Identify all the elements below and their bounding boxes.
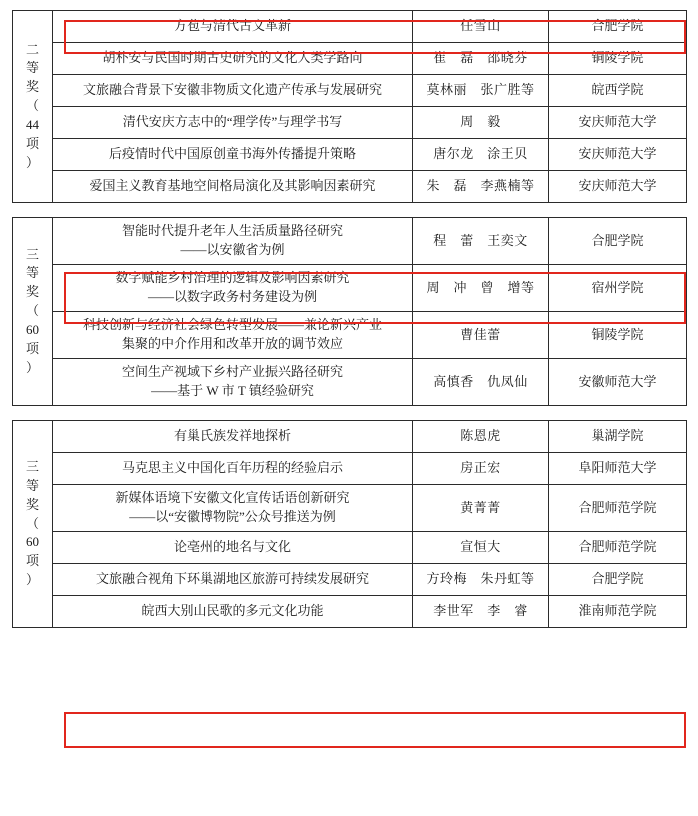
author-cell: 李世军 李 睿	[413, 596, 549, 628]
rank-line: 二	[25, 41, 39, 57]
paper-title	[53, 11, 413, 43]
table-row	[13, 532, 687, 564]
paper-title	[53, 421, 413, 453]
table-row	[13, 564, 687, 596]
paper-title	[53, 359, 413, 406]
organization-cell: 阜阳师范大学	[549, 453, 687, 485]
title-line-2: ——以“安徽博物院”公众号推送为例	[129, 509, 336, 524]
rank-line: 奖	[25, 79, 39, 95]
rank-line: 等	[25, 477, 39, 493]
table-row	[13, 421, 687, 453]
block-separator	[12, 406, 686, 420]
organization-cell: 安庆师范大学	[549, 139, 687, 171]
rank-cell-block-2	[13, 218, 53, 406]
rank-line: 60	[26, 534, 39, 550]
rank-cell-block-3	[13, 421, 53, 628]
paper-title	[53, 75, 413, 107]
organization-cell: 铜陵学院	[549, 43, 687, 75]
rank-line: （	[25, 98, 39, 114]
rank-line: 等	[25, 60, 39, 76]
title-line-1: 胡朴安与民国时期古史研究的文化人类学路向	[102, 50, 363, 66]
rank-line: 三	[25, 246, 39, 262]
rank-line: 奖	[25, 496, 39, 512]
organization-cell: 安徽师范大学	[549, 359, 687, 406]
organization-cell: 合肥学院	[549, 564, 687, 596]
author-cell: 唐尔龙 涂王贝	[413, 139, 549, 171]
title-line-1: 文旅融合背景下安徽非物质文化遗产传承与发展研究	[82, 82, 382, 98]
rank-cell-block-1	[13, 11, 53, 203]
author-cell: 程 蕾 王奕文	[413, 218, 549, 265]
organization-cell: 合肥师范学院	[549, 532, 687, 564]
title-line-2: ——基于 W 市 T 镇经验研究	[151, 383, 314, 398]
author-cell: 房正宏	[413, 453, 549, 485]
organization-cell: 淮南师范学院	[549, 596, 687, 628]
organization-cell: 合肥学院	[549, 11, 687, 43]
paper-title	[53, 265, 413, 312]
title-line-1: 数字赋能乡村治理的逻辑及影响因素研究	[115, 270, 350, 286]
paper-title	[53, 107, 413, 139]
block-separator	[12, 203, 686, 217]
title-line-1: 有巢氏族发祥地探析	[173, 428, 291, 444]
organization-cell: 铜陵学院	[549, 312, 687, 359]
table-row	[13, 107, 687, 139]
table-row	[13, 43, 687, 75]
author-cell: 周 毅	[413, 107, 549, 139]
table-row	[13, 453, 687, 485]
paper-title	[53, 218, 413, 265]
paper-title	[53, 171, 413, 203]
author-cell: 方玲梅 朱丹虹等	[413, 564, 549, 596]
title-line-1: 空间生产视域下乡村产业振兴路径研究	[121, 364, 343, 380]
author-cell: 高慎香 仇凤仙	[413, 359, 549, 406]
author-cell: 黄菁菁	[413, 485, 549, 532]
table-row	[13, 596, 687, 628]
paper-title	[53, 596, 413, 628]
author-cell: 曹佳蕾	[413, 312, 549, 359]
rank-line: ）	[25, 359, 39, 375]
title-line-1: 爱国主义教育基地空间格局演化及其影响因素研究	[89, 178, 376, 194]
paper-title	[53, 43, 413, 75]
title-line-1: 马克思主义中国化百年历程的经验启示	[121, 460, 343, 476]
author-cell: 崔 磊 邵晓芬	[413, 43, 549, 75]
award-table-block-3	[12, 420, 687, 628]
rank-line: 44	[26, 116, 39, 132]
title-line-2: ——以安徽省为例	[180, 242, 285, 257]
rank-line: ）	[25, 572, 39, 588]
author-cell: 陈恩虎	[413, 421, 549, 453]
rank-line: 项	[25, 340, 39, 356]
title-line-1: 智能时代提升老年人生活质量路径研究	[121, 223, 343, 239]
title-line-1: 科技创新与经济社会绿色转型发展——兼论新兴产业	[82, 317, 382, 333]
organization-cell: 合肥师范学院	[549, 485, 687, 532]
rank-line: 奖	[25, 284, 39, 300]
title-line-1: 皖西大别山民歌的多元文化功能	[141, 603, 324, 619]
paper-title	[53, 312, 413, 359]
award-tables-wrapper	[12, 10, 686, 628]
organization-cell: 安庆师范大学	[549, 171, 687, 203]
title-line-1: 方苞与清代古文革新	[173, 18, 291, 34]
table-row	[13, 218, 687, 265]
rank-line: 项	[25, 135, 39, 151]
rank-line: ）	[25, 154, 39, 170]
table-row	[13, 171, 687, 203]
organization-cell: 合肥学院	[549, 218, 687, 265]
rank-line: （	[25, 515, 39, 531]
organization-cell: 巢湖学院	[549, 421, 687, 453]
author-cell: 莫林丽 张广胜等	[413, 75, 549, 107]
title-line-1: 论亳州的地名与文化	[173, 539, 291, 555]
table-row	[13, 139, 687, 171]
paper-title	[53, 564, 413, 596]
highlight-box-row-3	[64, 712, 686, 748]
table-row	[13, 75, 687, 107]
table-row	[13, 485, 687, 532]
author-cell: 朱 磊 李燕楠等	[413, 171, 549, 203]
title-line-1: 文旅融合视角下环巢湖地区旅游可持续发展研究	[95, 571, 369, 587]
paper-title	[53, 139, 413, 171]
paper-title	[53, 453, 413, 485]
title-line-1: 后疫情时代中国原创童书海外传播提升策略	[108, 146, 356, 162]
rank-line: 60	[26, 321, 39, 337]
award-table-block-1	[12, 10, 687, 203]
title-line-2: 集聚的中介作用和改革开放的调节效应	[121, 336, 343, 351]
rank-line: 项	[25, 553, 39, 569]
organization-cell: 皖西学院	[549, 75, 687, 107]
title-line-1: 新媒体语境下安徽文化宣传话语创新研究	[115, 490, 350, 506]
organization-cell: 安庆师范大学	[549, 107, 687, 139]
rank-line: 三	[25, 459, 39, 475]
rank-line: （	[25, 303, 39, 319]
author-cell: 任雪山	[413, 11, 549, 43]
title-line-2: ——以数字政务村务建设为例	[147, 289, 317, 304]
award-table-block-2	[12, 217, 687, 406]
organization-cell: 宿州学院	[549, 265, 687, 312]
paper-title	[53, 485, 413, 532]
table-row	[13, 11, 687, 43]
table-row	[13, 265, 687, 312]
author-cell: 周 冲 曾 增等	[413, 265, 549, 312]
title-line-1: 清代安庆方志中的“理学传”与理学书写	[122, 114, 343, 130]
table-row	[13, 312, 687, 359]
paper-title	[53, 532, 413, 564]
rank-line: 等	[25, 265, 39, 281]
author-cell: 宣恒大	[413, 532, 549, 564]
table-row	[13, 359, 687, 406]
